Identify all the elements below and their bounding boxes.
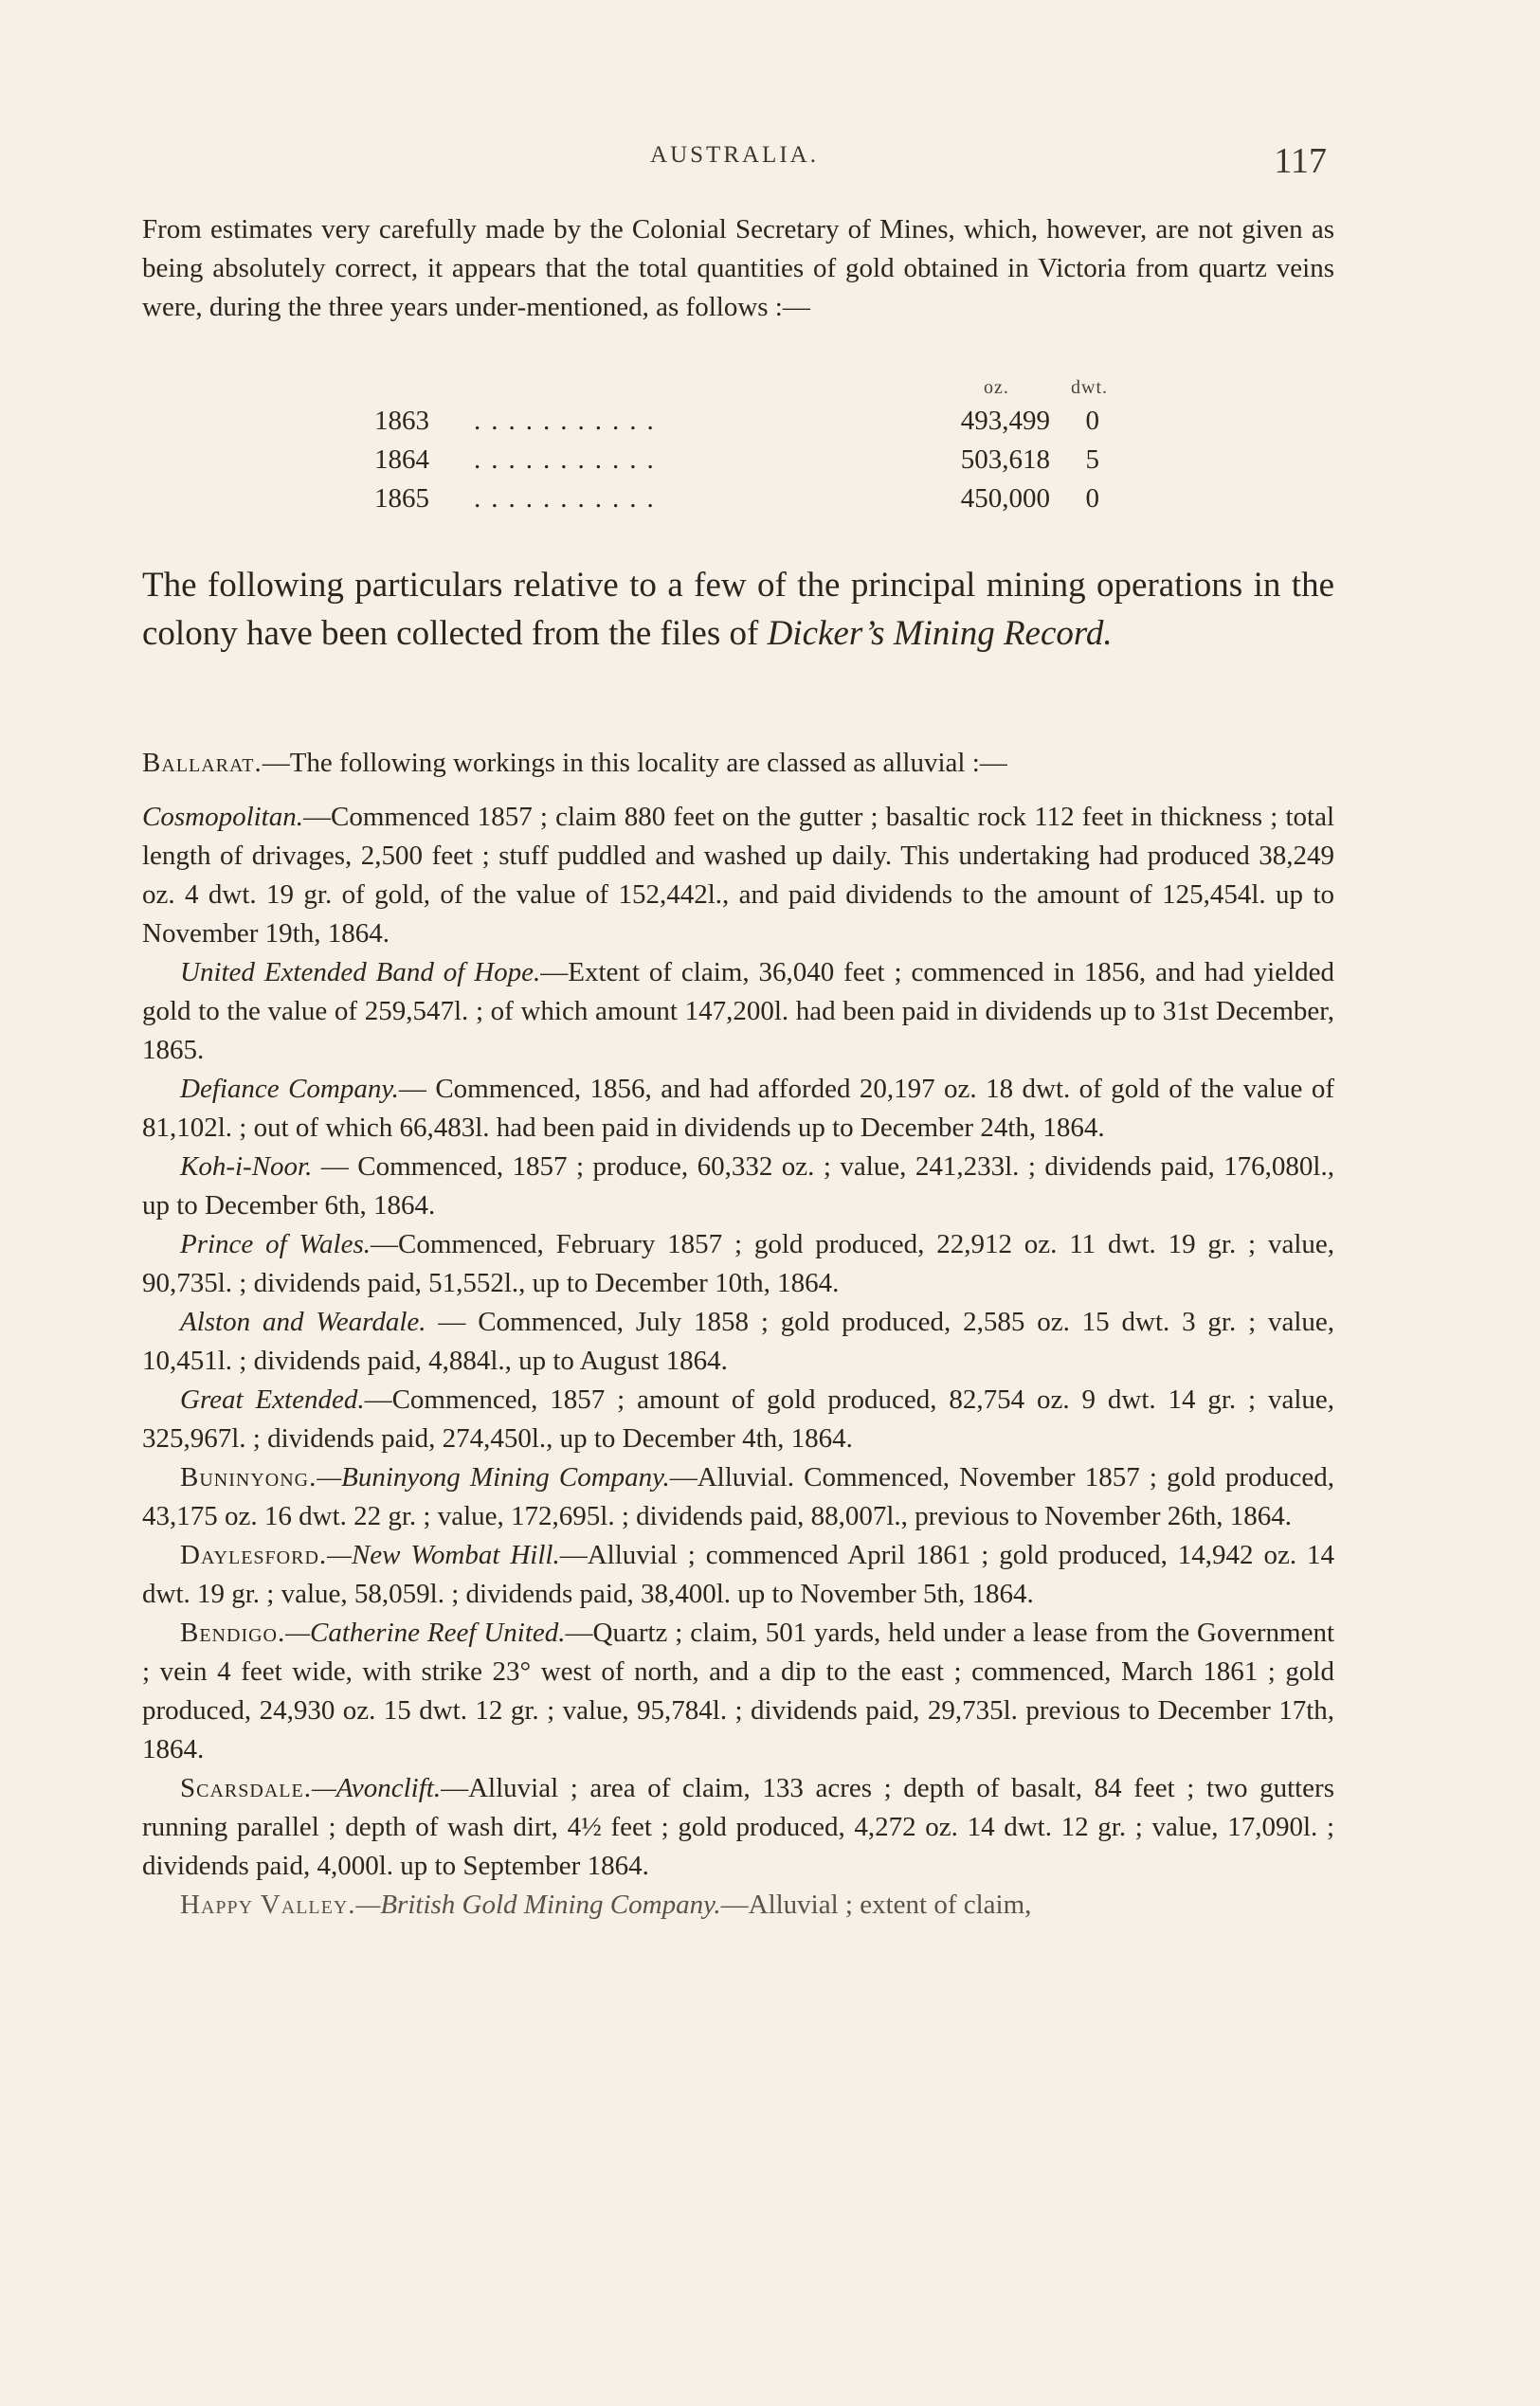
row-oz: 493,499 xyxy=(960,406,1050,436)
entry-great-extended xyxy=(142,1381,1334,1458)
entry-name: Great Extended. xyxy=(180,1384,365,1415)
entry-name: Alston and Weardale. xyxy=(180,1307,426,1337)
entry-name: United Extended Band of Hope. xyxy=(180,957,541,987)
entry-defiance xyxy=(142,1070,1334,1148)
entry-name: —New Wombat Hill. xyxy=(327,1540,560,1570)
entry-name: Prince of Wales. xyxy=(180,1229,371,1259)
row-year: 1863 xyxy=(374,406,429,436)
entry-name: —Catherine Reef United. xyxy=(285,1618,566,1648)
entry-text: —Extent of claim, 36,040 feet ; commenced in 1856, and had yielded gold to the value of 259,547l. ; of which amount 147,200l. had been paid in dividends up to 31st December, 1865. xyxy=(142,957,1334,1065)
row-leader: ........... xyxy=(474,444,664,475)
row-oz: 450,000 xyxy=(960,483,1050,514)
entry-text: —Alluvial ; extent of claim, xyxy=(720,1890,1032,1920)
place-name: Scarsdale. xyxy=(180,1773,312,1803)
row-year: 1865 xyxy=(374,483,429,514)
page-header xyxy=(142,140,1327,188)
entry-text: — Commenced, July 1858 ; gold produced, 2,585 oz. 15 dwt. 3 gr. ; value, 10,451l. ; dividends paid, 4,884l., up to August 1864. xyxy=(142,1307,1335,1376)
page-number: 117 xyxy=(1274,141,1327,181)
entry-buninyong xyxy=(142,1458,1334,1536)
entry-text: —Alluvial. Commenced, November 1857 ; gold produced, 43,175 oz. 16 dwt. 22 gr. ; value, 172,695l. ; dividends paid, 88,007l., previous to November 26th, 1864. xyxy=(142,1462,1334,1531)
entry-text: — Commenced, 1857 ; produce, 60,332 oz. ; value, 241,233l. ; dividends paid, 176,080l., up to December 6th, 1864. xyxy=(142,1151,1334,1221)
row-dwt: 0 xyxy=(1085,406,1099,436)
entry-text: —Commenced 1857 ; claim 880 feet on the gutter ; basaltic rock 112 feet in thickness ; total length of drivages, 2,500 feet ; stuff puddled and washed up daily. This undertaking had produced 38,249 oz. 4 dwt. 19 gr. of gold, of the value of 152,442l., and paid dividends to the amount of 125,454l. up to November 19th, 1864. xyxy=(142,802,1334,949)
row-leader: ........... xyxy=(474,483,664,514)
entry-text: —Alluvial ; area of claim, 133 acres ; depth of basalt, 84 feet ; two gutters running parallel ; depth of wash dirt, 4½ feet ; gold produced, 4,272 oz. 14 dwt. 12 gr. ; value, 17,090l. ; dividends paid, 4,000l. up to September 1864. xyxy=(142,1773,1334,1881)
row-oz: 503,618 xyxy=(960,444,1050,475)
entry-scarsdale xyxy=(142,1769,1334,1886)
intro-text: From estimates very carefully made by the Colonial Secretary of Mines, which, however, are not given as being absolutely correct, it appears that the total quantities of gold obtained in Victoria from quartz veins were, during the three years under-mentioned, as follows :— xyxy=(142,214,1334,322)
table-row xyxy=(142,444,1334,483)
entry-prince-of-wales xyxy=(142,1225,1334,1303)
entry-name: Defiance Company. xyxy=(180,1074,399,1104)
entry-cosmopolitan xyxy=(142,798,1334,953)
unit-oz: oz. xyxy=(984,377,1009,398)
entry-name: —British Gold Mining Company. xyxy=(355,1890,721,1920)
place-name: Bendigo. xyxy=(180,1618,286,1648)
entry-name: —Avonclift. xyxy=(311,1773,442,1803)
place-name: Buninyong. xyxy=(180,1462,317,1492)
entry-text: —Quartz ; claim, 501 yards, held under a lease from the Government ; vein 4 feet wide, with strike 23° west of north, and a dip to the east ; commenced, March 1861 ; gold produced, 24,930 oz. 15 dwt. 12 gr. ; value, 95,784l. ; dividends paid, 29,735l. previous to December 17th, 1864. xyxy=(142,1618,1335,1764)
entry-alston xyxy=(142,1303,1334,1381)
entry-united-extended xyxy=(142,953,1334,1070)
unit-dwt: dwt. xyxy=(1071,377,1108,398)
entry-bendigo xyxy=(142,1614,1334,1769)
intro-paragraph xyxy=(142,210,1334,327)
entry-text: —Commenced, 1857 ; amount of gold produced, 82,754 oz. 9 dwt. 14 gr. ; value, 325,967l. ; dividends paid, 274,450l., up to December 4th, 1864. xyxy=(142,1384,1335,1454)
entry-happy-valley xyxy=(142,1886,1334,1925)
row-dwt: 0 xyxy=(1085,483,1099,514)
ballarat-heading-paragraph xyxy=(142,744,1334,783)
table-row xyxy=(142,483,1334,522)
particulars-paragraph xyxy=(142,561,1334,658)
entry-text: —Alluvial ; commenced April 1861 ; gold produced, 14,942 oz. 14 dwt. 19 gr. ; value, 58,059l. ; dividends paid, 38,400l. up to November 5th, 1864. xyxy=(142,1540,1335,1609)
entry-name: Cosmopolitan. xyxy=(142,802,303,832)
source-title: Dicker’s Mining Record. xyxy=(767,614,1113,653)
entry-text: —Commenced, February 1857 ; gold produced, 22,912 oz. 11 dwt. 19 gr. ; value, 90,735l. ; dividends paid, 51,552l., up to December 10th, 1864. xyxy=(142,1229,1334,1298)
table-row xyxy=(142,406,1334,444)
row-leader: ........... xyxy=(474,406,664,436)
ballarat-text: —The following workings in this locality are classed as alluvial :— xyxy=(262,748,1007,778)
place-name-ballarat: Ballarat. xyxy=(142,748,263,778)
particulars-text: The following particulars relative to a few of the principal mining operations in the colony have been collected from the files of xyxy=(142,566,1334,653)
entry-text: — Commenced, 1856, and had afforded 20,197 oz. 18 dwt. of gold of the value of 81,102l. ; out of which 66,483l. had been paid in dividends up to December 24th, 1864. xyxy=(142,1074,1335,1143)
row-dwt: 5 xyxy=(1085,444,1099,475)
place-name: Happy Valley. xyxy=(180,1890,356,1920)
table-units-row xyxy=(142,377,1334,400)
entry-name: —Buninyong Mining Company. xyxy=(317,1462,670,1492)
place-name: Daylesford. xyxy=(180,1540,328,1570)
mining-entries xyxy=(142,744,1334,1925)
entry-name: Koh-i-Noor. xyxy=(180,1151,313,1182)
running-head: AUSTRALIA. xyxy=(650,142,819,168)
row-year: 1864 xyxy=(374,444,429,475)
entry-daylesford xyxy=(142,1536,1334,1614)
entry-koh-i-noor xyxy=(142,1148,1334,1225)
